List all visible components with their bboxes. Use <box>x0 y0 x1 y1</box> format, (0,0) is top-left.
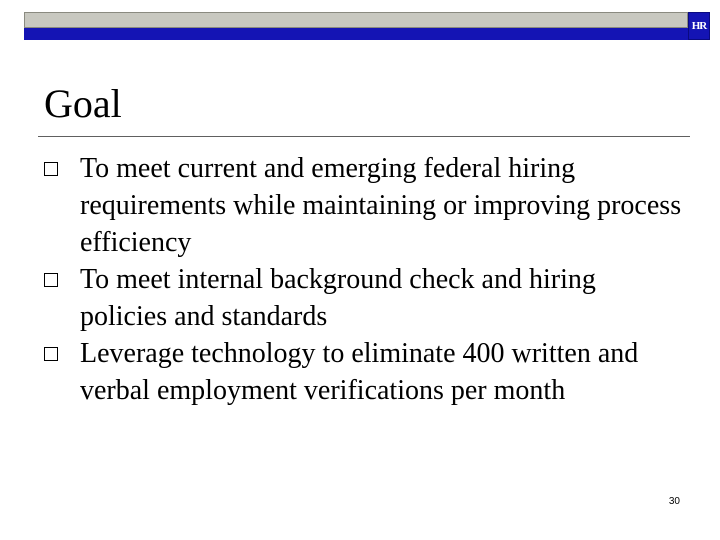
bullet-text: Leverage technology to eliminate 400 written and verbal employment verifications per month <box>80 338 639 406</box>
hollow-square-bullet-icon <box>44 162 58 176</box>
bullet-text: To meet current and emerging federal hiring requirements while maintaining or improving process efficiency <box>80 153 682 258</box>
bullet-item <box>44 150 684 261</box>
hr-logo <box>688 12 710 40</box>
hollow-square-bullet-icon <box>44 347 58 361</box>
header-bar-blue <box>24 28 688 40</box>
title-divider <box>38 136 690 137</box>
hollow-square-bullet-icon <box>44 273 58 287</box>
bullet-item <box>44 335 684 409</box>
page-number: 30 <box>668 496 680 507</box>
bullet-list <box>44 150 684 409</box>
slide-title: Goal <box>44 81 122 126</box>
bullet-item <box>44 261 684 335</box>
bullet-text: To meet internal background check and hiring policies and standards <box>80 264 596 332</box>
header-bar-gray <box>24 12 688 28</box>
hr-logo-text: HR <box>691 20 707 32</box>
